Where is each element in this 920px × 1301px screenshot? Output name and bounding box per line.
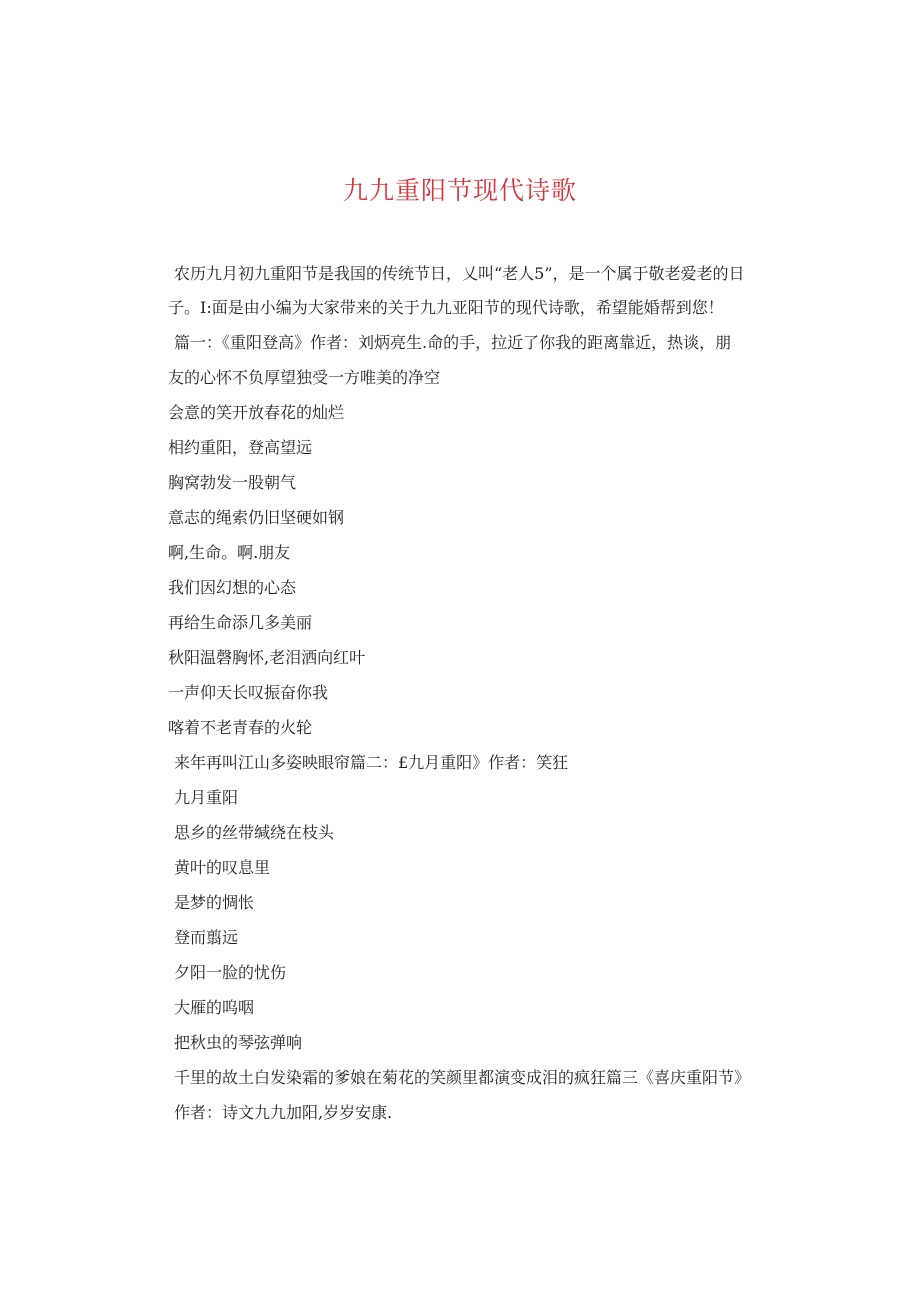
text-line: 大雁的呜咽 bbox=[174, 998, 255, 1017]
text-line: 夕阳一脸的忧伤 bbox=[174, 963, 287, 982]
text-line: 把秋虫的琴弦弹响 bbox=[174, 1033, 303, 1052]
text-line: 登而翦远 bbox=[174, 928, 239, 947]
text-line: 农历九月初九重阳节是我国的传统节日，乂叫“老人5”，是一个属于敬老爱老的日 bbox=[174, 264, 745, 283]
text-line: 友的心怀不负厚望独受一方唯美的净空 bbox=[168, 368, 441, 387]
text-line: 千里的故土白发染霜的爹娘在菊花的笑颜里都演变成泪的疯狂篇三《喜庆重阳节》 bbox=[174, 1068, 751, 1087]
text-line: 胸窝勃发一股朝气 bbox=[168, 473, 297, 492]
text-line: 子。I:面是由小编为大家带来的关于九九亚阳节的现代诗歌，希望能婚帮到您！ bbox=[168, 298, 724, 317]
text-line: 相约重阳，登高望远 bbox=[168, 438, 313, 457]
text-line: 我们因幻想的心态 bbox=[168, 578, 297, 597]
text-line: 是梦的惆怅 bbox=[174, 893, 255, 912]
text-line: 喀着不老青春的火轮 bbox=[168, 718, 313, 737]
text-line: 九月重阳 bbox=[174, 788, 239, 807]
text-line: 意志的绳索仍旧坚硬如钢 bbox=[168, 508, 345, 527]
text-line: 篇一：《重阳登高》作者：刘炳亮生.命的手，拉近了你我的距离靠近，热谈，朋 bbox=[174, 333, 732, 352]
text-line: 作者：诗文九九加阳,岁岁安康. bbox=[174, 1103, 393, 1122]
text-line: 思乡的丝带缄绕在枝头 bbox=[174, 823, 335, 842]
text-line: 秋阳温磬胸怀,老泪洒向红叶 bbox=[168, 648, 366, 667]
text-line: 再给生命添几多美丽 bbox=[168, 613, 313, 632]
text-line: 啊,生命。啊.朋友 bbox=[168, 543, 291, 562]
text-line: 会意的笑开放春花的灿烂 bbox=[168, 403, 345, 422]
text-line: 黄叶的叹息里 bbox=[174, 858, 271, 877]
text-line: 一声仰天长叹振奋你我 bbox=[168, 683, 329, 702]
text-line: 来年再叫江山多姿映眼帘篇二：£九月重阳》作者：笑狂 bbox=[174, 753, 569, 772]
page-title: 九九重阳节现代诗歌 bbox=[342, 176, 577, 205]
